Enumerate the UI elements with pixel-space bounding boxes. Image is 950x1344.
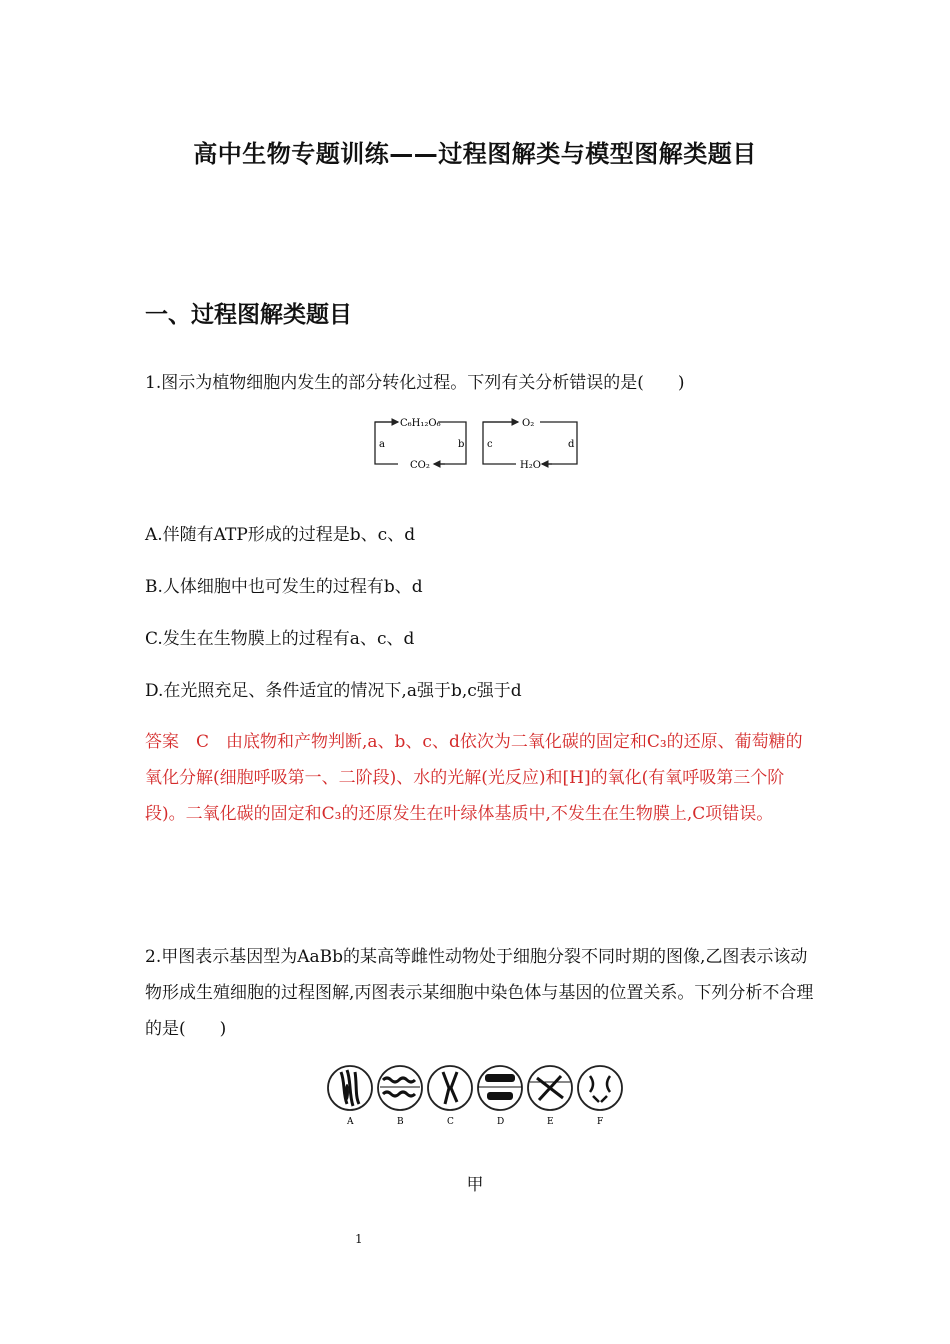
cell-f (578, 1066, 622, 1127)
q1-answer: 答案 C 由底物和产物判断,a、b、c、d依次为二氧化碳的固定和C₃的还原、葡萄糖的氧化分解(细胞呼吸第一、二阶段)、水的光解(光反应)和[H]的氧化(有氧呼吸第三个阶段)。二氧化碳的固定和C₃的还原发生在叶绿体基质中,不发生在生物膜上,C项错误。 (145, 732, 803, 824)
section-heading: 一、过程图解类题目 (145, 302, 352, 328)
cell-label-f: F (597, 1117, 604, 1127)
left-bottom-label: CO₂ (410, 460, 430, 471)
label-a: a (379, 439, 385, 450)
right-top-label: O₂ (522, 418, 535, 429)
figure-label-jia: 甲 (466, 1175, 484, 1195)
question-2-stem: 2.甲图表示基因型为AaBb的某高等雌性动物处于细胞分裂不同时期的图像,乙图表示该动物形成生殖细胞的过程图解,丙图表示某细胞中染色体与基因的位置关系。下列分析不合理的是( ) (145, 947, 814, 1039)
left-top-label: C₆H₁₂O₆ (400, 418, 441, 429)
label-c: c (487, 439, 493, 450)
right-bottom-label: H₂O (520, 460, 541, 471)
q1-cycle-diagram (370, 410, 585, 472)
q1-option-a: A.伴随有ATP形成的过程是b、c、d (145, 525, 416, 545)
cell-division-diagram (325, 1062, 625, 1128)
cell-e (528, 1066, 572, 1127)
left-cycle (375, 418, 466, 471)
right-cycle (483, 418, 577, 471)
cell-label-c: C (447, 1117, 454, 1127)
label-b: b (458, 439, 465, 450)
cell-label-e: E (547, 1117, 554, 1127)
cell-label-a: A (347, 1117, 354, 1127)
q1-option-b: B.人体细胞中也可发生的过程有b、d (145, 577, 423, 597)
cell-label-b: B (397, 1117, 404, 1127)
document-title: 高中生物专题训练——过程图解类与模型图解类题目 (193, 140, 757, 168)
question-1-stem: 1.图示为植物细胞内发生的部分转化过程。下列有关分析错误的是( ) (145, 373, 685, 393)
cell-a (328, 1066, 372, 1127)
cell-b (378, 1066, 422, 1127)
cell-c (428, 1066, 472, 1127)
cell-label-d: D (497, 1117, 505, 1127)
q1-option-c: C.发生在生物膜上的过程有a、c、d (145, 629, 415, 649)
cell-d (478, 1066, 522, 1127)
page-number: 1 (355, 1232, 363, 1246)
label-d: d (568, 439, 575, 450)
q1-option-d: D.在光照充足、条件适宜的情况下,a强于b,c强于d (145, 681, 522, 701)
